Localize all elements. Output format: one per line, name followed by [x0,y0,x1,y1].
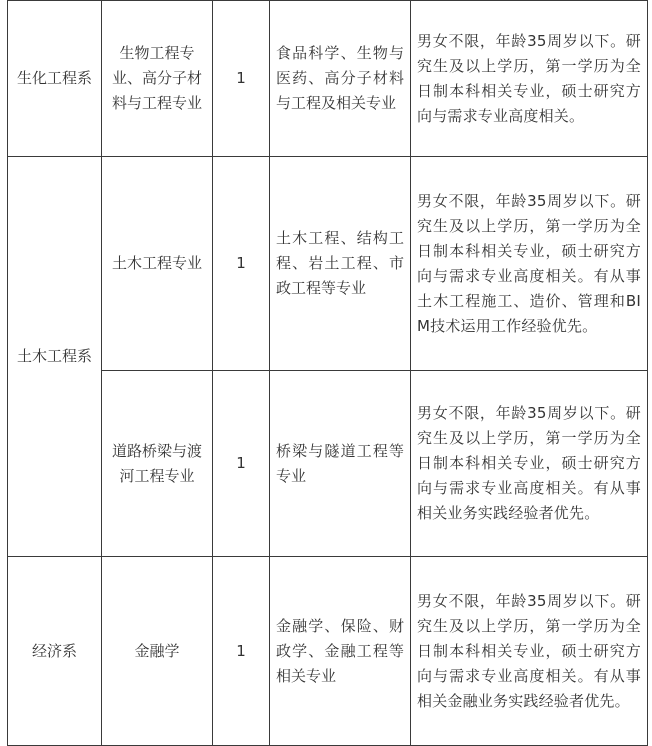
required-major-cell: 食品科学、生物与医药、高分子材料与工程及相关专业 [270,1,411,157]
headcount-cell: 1 [213,157,270,371]
conditions-cell: 男女不限，年龄35周岁以下。研究生及以上学历，第一学历为全日制本科相关专业，硕士研究方向与需求专业高度相关。有从事相关金融业务实践经验者优先。 [411,557,648,746]
headcount-cell: 1 [213,557,270,746]
headcount-cell: 1 [213,371,270,557]
major-cell: 生物工程专业、高分子材料与工程专业 [102,1,213,157]
major-cell: 金融学 [102,557,213,746]
department-cell: 经济系 [8,557,102,746]
department-cell: 生化工程系 [8,1,102,157]
recruitment-table [7,0,648,746]
department-cell: 土木工程系 [8,157,102,557]
table-row [8,1,648,157]
major-cell: 土木工程专业 [102,157,213,371]
table-row [8,157,648,371]
conditions-cell: 男女不限，年龄35周岁以下。研究生及以上学历，第一学历为全日制本科相关专业，硕士研究方向与需求专业高度相关。有从事土木工程施工、造价、管理和BIM技术运用工作经验优先。 [411,157,648,371]
conditions-cell: 男女不限，年龄35周岁以下。研究生及以上学历，第一学历为全日制本科相关专业，硕士研究方向与需求专业高度相关。有从事相关业务实践经验者优先。 [411,371,648,557]
table-row [8,371,648,557]
table-row [8,557,648,746]
required-major-cell: 土木工程、结构工程、岩土工程、市政工程等专业 [270,157,411,371]
required-major-cell: 金融学、保险、财政学、金融工程等相关专业 [270,557,411,746]
headcount-cell: 1 [213,1,270,157]
major-cell: 道路桥梁与渡河工程专业 [102,371,213,557]
conditions-cell: 男女不限，年龄35周岁以下。研究生及以上学历，第一学历为全日制本科相关专业，硕士研究方向与需求专业高度相关。 [411,1,648,157]
required-major-cell: 桥梁与隧道工程等专业 [270,371,411,557]
